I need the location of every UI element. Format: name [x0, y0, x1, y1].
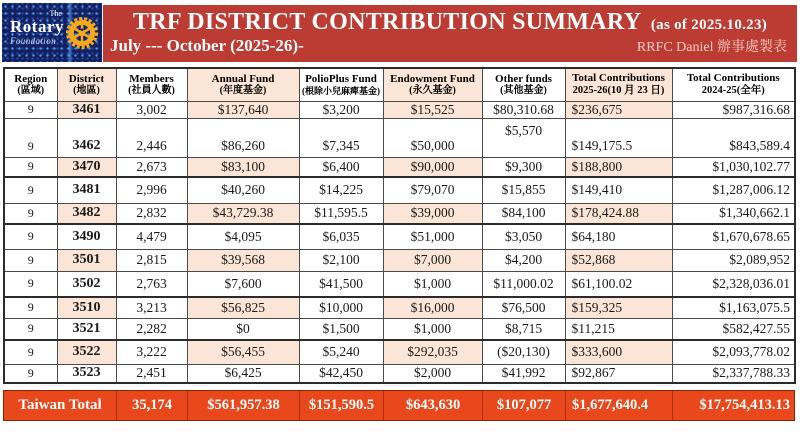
cell-total2526: $92,867 [565, 364, 672, 383]
cell-region: 9 [4, 249, 57, 271]
cell-members: 2,815 [116, 249, 187, 271]
cell-endowment: $1,000 [383, 318, 482, 340]
cell-other: $84,100 [482, 203, 565, 224]
cell-endowment: $50,000 [383, 118, 482, 157]
cell-region: 9 [4, 364, 57, 383]
cell-other: $11,000.02 [482, 271, 565, 297]
cell-region: 9 [4, 157, 57, 177]
total-total2425: $17,754,413.13 [672, 391, 794, 420]
cell-district: 3490 [57, 224, 116, 249]
cell-polio: $6,035 [299, 224, 383, 249]
cell-endowment: $15,525 [383, 101, 482, 118]
cell-endowment: $90,000 [383, 157, 482, 177]
as-of-date-text: (as of 2025.10.23) [650, 17, 768, 33]
table-row [4, 177, 795, 203]
cell-total2526: $178,424.88 [565, 203, 672, 224]
total-endowment: $643,630 [383, 391, 482, 420]
contribution-sheet [3, 67, 796, 421]
header-row [4, 68, 795, 101]
cell-annual: $39,568 [187, 249, 299, 271]
table-row [4, 340, 795, 364]
column-header-members: Members (社員人數) [116, 68, 187, 101]
cell-annual: $56,825 [187, 297, 299, 318]
table-row [4, 249, 795, 271]
cell-total2425: $2,093,778.02 [672, 340, 795, 364]
cell-total2425: $2,328,036.01 [672, 271, 795, 297]
column-header-other: Other funds (其他基金) [482, 68, 565, 101]
cell-members: 2,996 [116, 177, 187, 203]
cell-total2425: $1,340,662.1 [672, 203, 795, 224]
cell-district: 3510 [57, 297, 116, 318]
column-header-district: District (地區) [57, 68, 116, 101]
cell-region: 9 [4, 297, 57, 318]
cell-total2425: $987,316.68 [672, 101, 795, 118]
cell-annual: $83,100 [187, 157, 299, 177]
column-header-total2425: Total Contributions 2024-25(全年) [672, 68, 795, 101]
cell-district: 3470 [57, 157, 116, 177]
cell-annual: $7,600 [187, 271, 299, 297]
total-total2526: $1,677,640.4 [565, 391, 672, 420]
column-header-total2526: Total Contributions 2025-26(10 月 23 日) [565, 68, 672, 101]
cell-endowment: $51,000 [383, 224, 482, 249]
cell-district: 3521 [57, 318, 116, 340]
cell-region: 9 [4, 318, 57, 340]
cell-total2526: $149,175.5 [565, 118, 672, 157]
rotary-foundation-logo [2, 3, 102, 62]
cell-total2526: $236,675 [565, 101, 672, 118]
table-header [4, 68, 795, 101]
cell-members: 3,222 [116, 340, 187, 364]
logo-the-label: The [49, 9, 62, 18]
total-annual: $561,957.38 [187, 391, 299, 420]
cell-region: 9 [4, 118, 57, 157]
cell-district: 3523 [57, 364, 116, 383]
cell-members: 2,282 [116, 318, 187, 340]
page-title [103, 5, 797, 35]
cell-annual: $137,640 [187, 101, 299, 118]
cell-other: $76,500 [482, 297, 565, 318]
cell-polio: $42,450 [299, 364, 383, 383]
table-row [4, 271, 795, 297]
cell-total2526: $149,410 [565, 177, 672, 203]
cell-annual: $40,260 [187, 177, 299, 203]
total-polio: $151,590.5 [299, 391, 383, 420]
table-row [4, 318, 795, 340]
cell-region: 9 [4, 271, 57, 297]
cell-region: 9 [4, 177, 57, 203]
cell-other: $41,992 [482, 364, 565, 383]
cell-total2526: $61,100.02 [565, 271, 672, 297]
cell-total2425: $1,163,075.5 [672, 297, 795, 318]
total-label: Taiwan Total [18, 397, 102, 413]
cell-other: $9,300 [482, 157, 565, 177]
column-header-polio: PolioPlus Fund (根除小兒麻痺基金) [299, 68, 383, 101]
cell-total2526: $11,215 [565, 318, 672, 340]
cell-total2526: $188,800 [565, 157, 672, 177]
cell-region: 9 [4, 203, 57, 224]
cell-district: 3522 [57, 340, 116, 364]
cell-district: 3462 [57, 118, 116, 157]
rotary-wheel-icon [65, 16, 99, 50]
title-banner [103, 5, 797, 62]
contribution-table [3, 67, 796, 384]
table-row [4, 101, 795, 118]
report-period: July --- October (2025-26)- [110, 36, 304, 56]
table-row [4, 364, 795, 383]
cell-members: 3,002 [116, 101, 187, 118]
cell-annual: $43,729.38 [187, 203, 299, 224]
cell-members: 2,451 [116, 364, 187, 383]
cell-other: ($20,130) [482, 340, 565, 364]
cell-other: $15,855 [482, 177, 565, 203]
cell-polio: $2,100 [299, 249, 383, 271]
cell-polio: $5,240 [299, 340, 383, 364]
cell-endowment: $16,000 [383, 297, 482, 318]
cell-endowment: $2,000 [383, 364, 482, 383]
table-row [4, 118, 795, 157]
cell-members: 2,446 [116, 118, 187, 157]
banner-subtitle-row [103, 35, 797, 56]
page-title-text: TRF DISTRICT CONTRIBUTION SUMMARY [132, 9, 641, 35]
cell-polio: $41,500 [299, 271, 383, 297]
cell-members: 3,213 [116, 297, 187, 318]
cell-endowment: $39,000 [383, 203, 482, 224]
cell-district: 3481 [57, 177, 116, 203]
column-header-annual: Annual Fund (年度基金) [187, 68, 299, 101]
table-row [4, 224, 795, 249]
cell-other: $80,310.68 [482, 101, 565, 118]
taiwan-total-row [3, 390, 795, 421]
column-header-endowment: Endowment Fund (永久基金) [383, 68, 482, 101]
cell-polio: $3,200 [299, 101, 383, 118]
cell-polio: $1,500 [299, 318, 383, 340]
cell-polio: $7,345 [299, 118, 383, 157]
cell-district: 3501 [57, 249, 116, 271]
cell-total2425: $1,670,678.65 [672, 224, 795, 249]
report-credit: RRFC Daniel 辦事處製表 [636, 40, 787, 56]
cell-polio: $6,400 [299, 157, 383, 177]
cell-total2425: $1,287,006.12 [672, 177, 795, 203]
cell-annual: $56,455 [187, 340, 299, 364]
cell-district: 3482 [57, 203, 116, 224]
cell-total2425: $2,337,788.33 [672, 364, 795, 383]
cell-total2425: $843,589.4 [672, 118, 795, 157]
cell-region: 9 [4, 224, 57, 249]
cell-endowment: $1,000 [383, 271, 482, 297]
table-row [4, 297, 795, 318]
cell-annual: $86,260 [187, 118, 299, 157]
cell-total2526: $64,180 [565, 224, 672, 249]
cell-annual: $4,095 [187, 224, 299, 249]
cell-district: 3502 [57, 271, 116, 297]
logo-foundation-label: Foundation [10, 36, 56, 46]
cell-annual: $6,425 [187, 364, 299, 383]
cell-members: 4,479 [116, 224, 187, 249]
logo-rotary-label: Rotary [10, 17, 64, 36]
cell-endowment: $7,000 [383, 249, 482, 271]
cell-total2425: $2,089,952 [672, 249, 795, 271]
cell-total2526: $333,600 [565, 340, 672, 364]
cell-total2425: $582,427.55 [672, 318, 795, 340]
cell-other: $3,050 [482, 224, 565, 249]
cell-polio: $10,000 [299, 297, 383, 318]
cell-members: 2,673 [116, 157, 187, 177]
cell-polio: $14,225 [299, 177, 383, 203]
table-body [4, 101, 795, 383]
table-row [4, 157, 795, 177]
table-row [4, 203, 795, 224]
cell-other: $4,200 [482, 249, 565, 271]
cell-other: $8,715 [482, 318, 565, 340]
cell-total2526: $159,325 [565, 297, 672, 318]
logo-wordmark [10, 10, 64, 46]
cell-endowment: $79,070 [383, 177, 482, 203]
total-members: 35,174 [116, 391, 187, 420]
cell-members: 2,832 [116, 203, 187, 224]
total-other: $107,077 [482, 391, 565, 420]
cell-annual: $0 [187, 318, 299, 340]
cell-region: 9 [4, 101, 57, 118]
cell-total2526: $52,868 [565, 249, 672, 271]
cell-members: 2,763 [116, 271, 187, 297]
cell-other: $5,570 [482, 118, 565, 157]
cell-district: 3461 [57, 101, 116, 118]
cell-endowment: $292,035 [383, 340, 482, 364]
column-header-region: Region (區域) [4, 68, 57, 101]
cell-total2425: $1,030,102.77 [672, 157, 795, 177]
cell-region: 9 [4, 340, 57, 364]
cell-polio: $11,595.5 [299, 203, 383, 224]
